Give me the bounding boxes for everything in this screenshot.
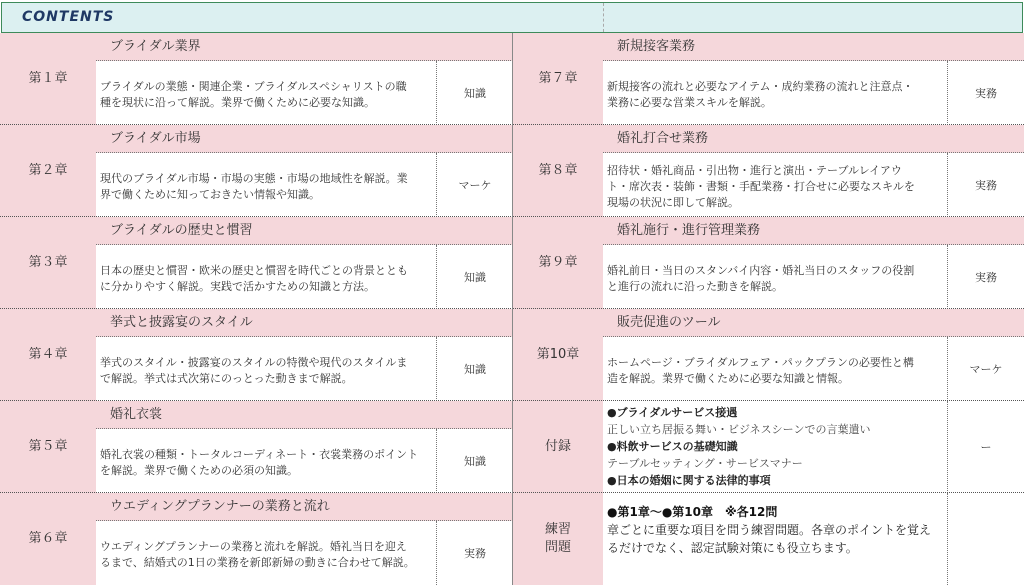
header-divider	[603, 3, 604, 32]
chapter-category: 知識	[437, 429, 513, 493]
contents-title: CONTENTS	[22, 9, 115, 25]
chapter-subject: 挙式と披露宴のスタイル	[96, 309, 513, 337]
chapter-description: 現代のブライダル市場・市場の実態・市場の地域性を解説。業 界で働くために知っておきたい情報や知識。	[96, 153, 437, 217]
chapter-row-8	[513, 125, 1024, 217]
chapter-category: 実務	[948, 153, 1024, 217]
chapter-number: 第２章	[0, 125, 97, 217]
chapter-number: 第９章	[513, 217, 604, 309]
chapter-row-1	[0, 33, 513, 125]
chapter-category: 実務	[948, 61, 1024, 125]
chapter-row-7	[513, 33, 1024, 125]
chapter-subject: ウエディングプランナーの業務と流れ	[96, 493, 513, 521]
chapter-category: 実務	[437, 521, 513, 585]
chapter-description: 招待状・婚礼商品・引出物・進行と演出・テーブルレイアウ ト・席次表・装飾・書類・手配業務・打合せに必要なスキルを 現場の状況に即して解説。	[603, 153, 948, 217]
chapter-row-5	[0, 401, 513, 493]
chapter-number: 第３章	[0, 217, 97, 309]
chapter-subject: ブライダル市場	[96, 125, 513, 153]
appendix-row	[513, 401, 1024, 493]
chapter-subject: 販売促進のツール	[603, 309, 1024, 337]
chapter-category: 知識	[437, 337, 513, 401]
column-divider	[512, 33, 513, 585]
chapter-subject: 新規接客業務	[603, 33, 1024, 61]
chapter-number: 第８章	[513, 125, 604, 217]
chapter-row-2	[0, 125, 513, 217]
chapter-row-4	[0, 309, 513, 401]
chapter-number: 第７章	[513, 33, 604, 125]
chapter-description: 婚礼衣裳の種類・トータルコーディネート・衣裳業務のポイント を解説。業界で働くための必須の知識。	[96, 429, 437, 493]
contents-header	[1, 2, 1023, 33]
chapter-number: 第６章	[0, 493, 97, 585]
chapter-description: 挙式のスタイル・披露宴のスタイルの特徴や現代のスタイルま で解説。挙式は式次第にのっとった動きまで解説。	[96, 337, 437, 401]
practice-category	[948, 493, 1024, 585]
appendix-category: ー	[948, 401, 1024, 493]
chapter-number: 第４章	[0, 309, 97, 401]
chapter-description: 婚礼前日・当日のスタンバイ内容・婚礼当日のスタッフの役割 と進行の流れに沿った動きを解説。	[603, 245, 948, 309]
practice-contents: ●第1章～●第10章 ※各12問 章ごとに重要な項目を問う練習問題。各章のポイントを覚え るだけでなく、認定試験対策にも役立ちます。	[603, 493, 948, 585]
chapter-category: 知識	[437, 245, 513, 309]
practice-row	[513, 493, 1024, 585]
chapter-description: 日本の歴史と慣習・欧米の歴史と慣習を時代ごとの背景ととも に分かりやすく解説。実践で活かすための知識と方法。	[96, 245, 437, 309]
chapter-row-6	[0, 493, 513, 585]
chapter-category: 知識	[437, 61, 513, 125]
chapter-category: マーケ	[948, 337, 1024, 401]
chapter-subject: 婚礼衣裳	[96, 401, 513, 429]
chapter-category: マーケ	[437, 153, 513, 217]
chapter-subject: ブライダル業界	[96, 33, 513, 61]
chapter-subject: 婚礼施行・進行管理業務	[603, 217, 1024, 245]
chapter-description: ホームページ・ブライダルフェア・パックプランの必要性と構 造を解説。業界で働くために必要な知識と情報。	[603, 337, 948, 401]
appendix-contents: ●ブライダルサービス接遇 正しい立ち居振る舞い・ビジネスシーンでの言葉遣い ●料飲サービスの基礎知識 テーブルセッティング・サービスマナー ●日本の婚姻に関する法律的事項	[603, 401, 948, 493]
chapter-row-3	[0, 217, 513, 309]
chapter-row-10	[513, 309, 1024, 401]
chapter-description: ウエディングプランナーの業務と流れを解説。婚礼当日を迎え るまで、結婚式の1日の業務を新郎新婦の動きに合わせて解説。	[96, 521, 437, 585]
chapter-subject: ブライダルの歴史と慣習	[96, 217, 513, 245]
practice-label: 練習 問題	[513, 493, 604, 585]
chapter-subject: 婚礼打合せ業務	[603, 125, 1024, 153]
chapter-number: 第１章	[0, 33, 97, 125]
chapter-description: 新規接客の流れと必要なアイテム・成約業務の流れと注意点・ 業務に必要な営業スキルを解説。	[603, 61, 948, 125]
chapter-number: 第10章	[513, 309, 604, 401]
appendix-label: 付録	[513, 401, 604, 493]
chapter-category: 実務	[948, 245, 1024, 309]
chapter-description: ブライダルの業態・関連企業・ブライダルスペシャリストの職 種を現状に沿って解説。業界で働くために必要な知識。	[96, 61, 437, 125]
chapter-number: 第５章	[0, 401, 97, 493]
chapter-row-9	[513, 217, 1024, 309]
